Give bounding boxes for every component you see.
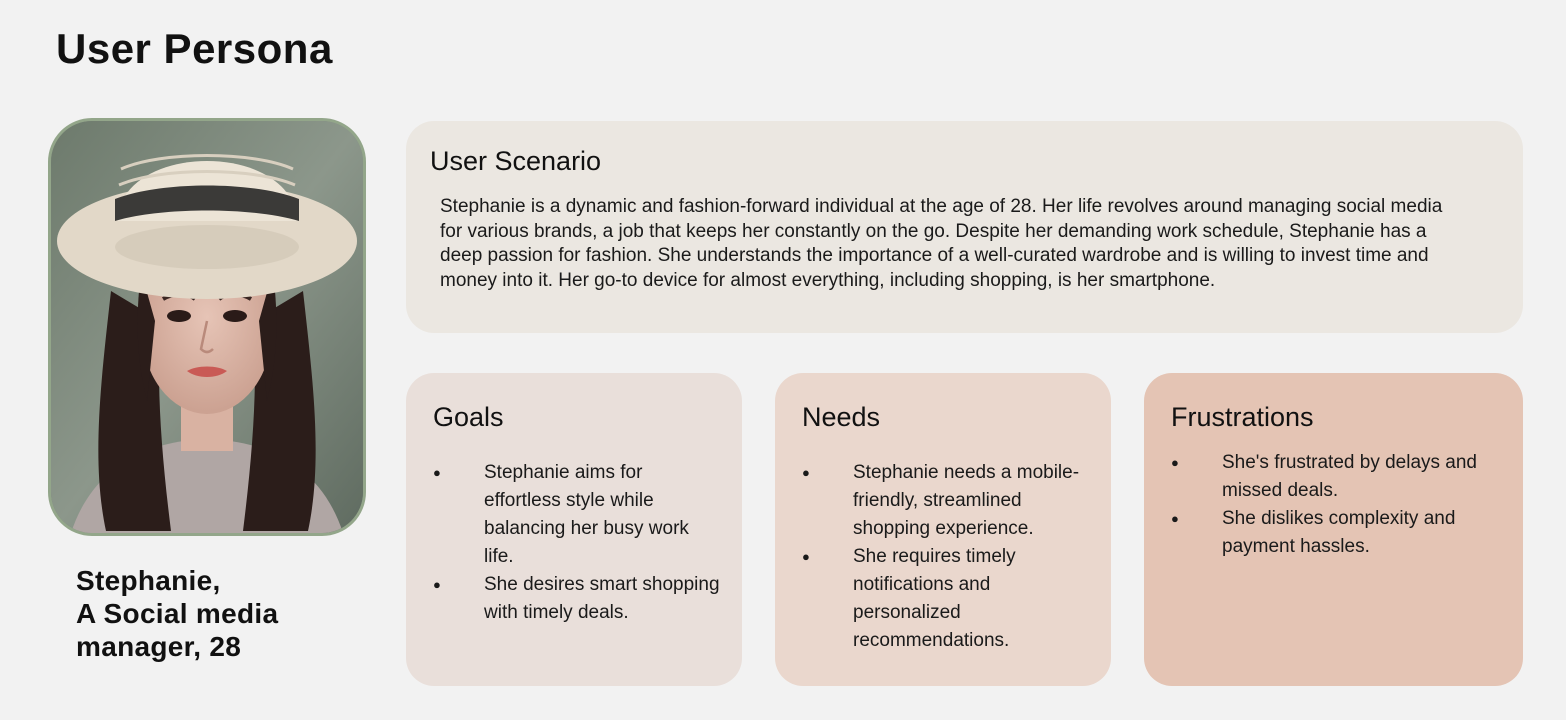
frustrations-title: Frustrations (1171, 402, 1314, 432)
page-title: User Persona (56, 25, 333, 72)
persona-photo (48, 118, 366, 536)
list-item: ● Stephanie needs a mobile-friendly, streamlined shopping experience. (802, 459, 1091, 543)
persona-name (76, 564, 376, 663)
persona-name-line: A Social media (76, 598, 279, 629)
portrait-photo-icon (51, 121, 363, 533)
goals-title: Goals (433, 402, 504, 432)
goals-card (406, 373, 742, 686)
persona-name-line: Stephanie, (76, 565, 221, 596)
user-scenario-text: Stephanie is a dynamic and fashion-forward individual at the age of 28. Her life revolves around managing social media for various brands, a job that keeps her constantly on the go. Despite her demanding work schedule, Stephanie has a deep passion for fashion. She understands the importance of a well-curated wardrobe and is willing to invest time and money into it. Her go-to device for almost everything, including shopping, is her smartphone. (440, 196, 1443, 291)
list-item: ● She requires timely notifications and personalized recommendations. (802, 543, 1091, 655)
list-item: ● She desires smart shopping with timely deals. (433, 571, 722, 627)
user-scenario-title: User Scenario (430, 146, 602, 176)
frustrations-card (1144, 373, 1523, 686)
list-item: ● She dislikes complexity and payment hassles. (1171, 505, 1503, 561)
goals-list (433, 459, 722, 627)
list-item: ● Stephanie aims for effortless style while balancing her busy work life. (433, 459, 722, 571)
needs-card (775, 373, 1111, 686)
needs-list (802, 459, 1091, 655)
persona-name-line: manager, 28 (76, 631, 242, 662)
list-item: ● She's frustrated by delays and missed deals. (1171, 449, 1503, 505)
needs-title: Needs (802, 402, 881, 432)
user-scenario-card (406, 121, 1523, 333)
frustrations-list (1171, 449, 1503, 561)
